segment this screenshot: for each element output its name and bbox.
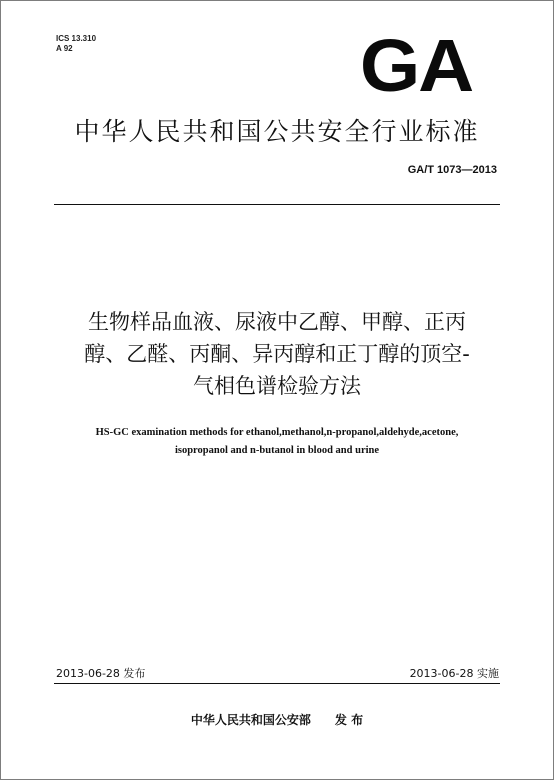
publisher-line [0, 711, 554, 728]
title-cn-line-1: 生物样品血液、尿液中乙醇、甲醇、正丙 [88, 310, 466, 334]
title-cn-line-3: 气相色谱检验方法 [193, 374, 361, 398]
document-title-cn [40, 306, 514, 402]
implementation-date: 2013-06-28 实施 [409, 667, 499, 680]
bottom-divider [54, 683, 500, 684]
title-en-line-1: HS-GC examination methods for ethanol,methanol,n-propanol,aldehyde,acetone, [95, 427, 459, 438]
issue-date: 2013-06-28 发布 [56, 667, 146, 680]
title-en-line-2: isopropanol and n-butanol in blood and urine [174, 445, 380, 456]
document-title-en [40, 424, 514, 460]
class-code: A 92 [56, 44, 73, 53]
ga-logo: GA [359, 24, 473, 107]
title-cn-line-2: 醇、乙醛、丙酮、异丙醇和正丁醇的顶空- [84, 342, 470, 366]
standard-category-title: 中华人民共和国公共安全行业标准 [74, 117, 480, 146]
publisher-action: 发 布 [334, 713, 364, 727]
publisher-name: 中华人民共和国公安部 [190, 713, 311, 727]
top-divider [54, 204, 500, 205]
ics-code: ICS 13.310 [56, 34, 97, 43]
classification-codes [56, 34, 96, 54]
standard-number: GA/T 1073—2013 [407, 164, 497, 176]
